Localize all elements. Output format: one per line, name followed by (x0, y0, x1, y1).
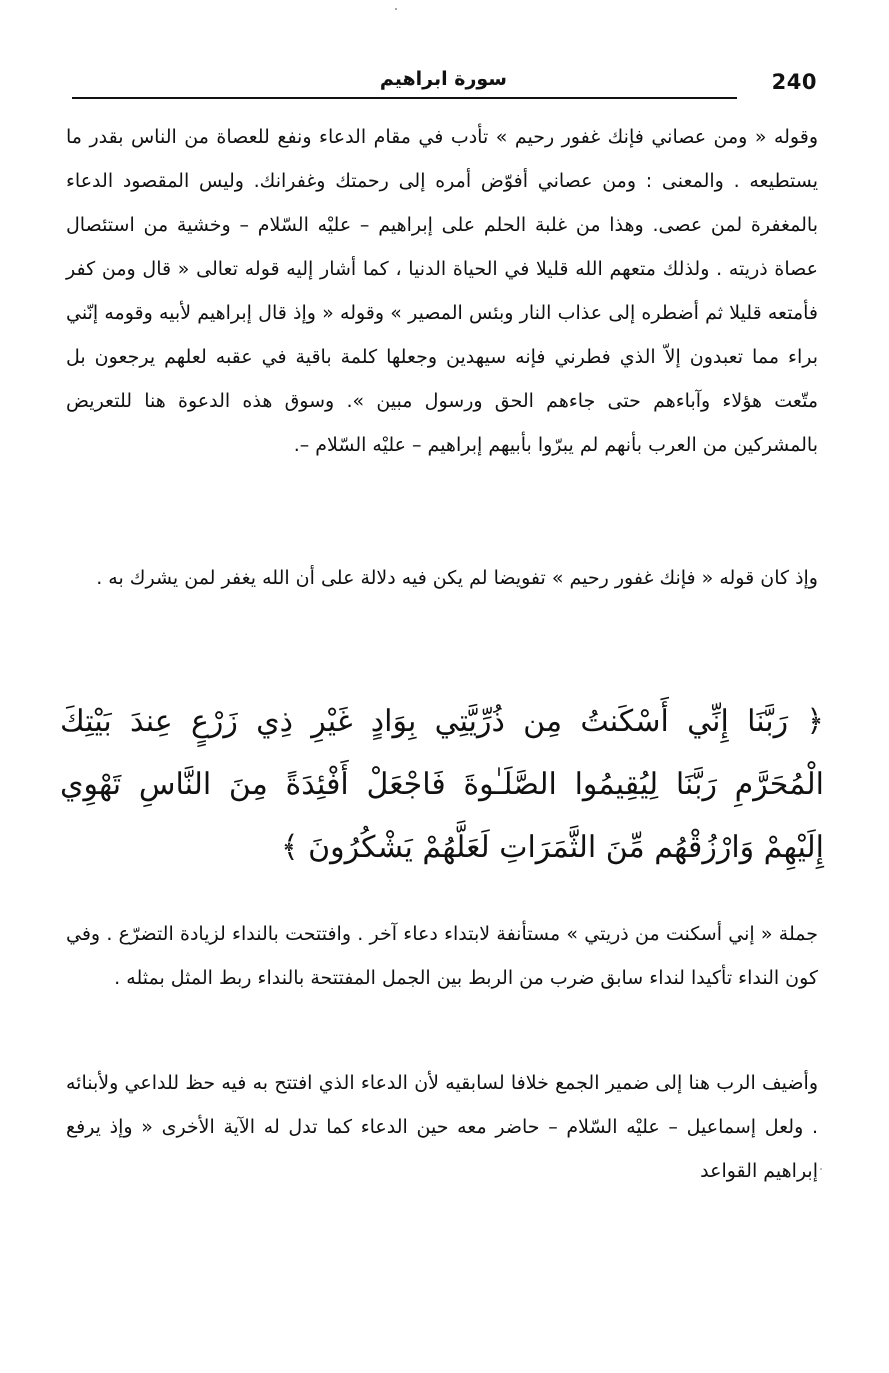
page-number: 240 (771, 70, 817, 94)
scan-speck (820, 1168, 822, 1170)
paragraph-commentary-3: جملة « إني أسكنت من ذريتي » مستأنفة لابتداء دعاء آخر . وافتتحت بالنداء لزيادة التضرّع . وفي كون النداء تأكيدا لنداء سابق ضرب من الربط بين الجمل المفتتحة بالنداء ربط المثل بمثله . (66, 923, 818, 989)
paragraph-commentary-1: وقوله « ومن عصاني فإنك غفور رحيم » تأدب في مقام الدعاء ونفع للعصاة من الناس بقدر ما يستطيعه . والمعنى : ومن عصاني أفوّض أمره إلى رحمتك وغفرانك. وليس المقصود الدعاء بالمغفرة لمن عصى. وهذا من غلبة الحلم على إبراهيم – عليْه السّلام – وخشية من استئصال عصاة ذريته . ولذلك متعهم الله قليلا في الحياة الدنيا ، كما أشار إليه قوله تعالى « قال ومن كفر فأمتعه قليلا ثم أضطره إلى عذاب النار وبئس المصير » وقوله « وإذ قال إبراهيم لأبيه وقومه إنّني براء مما تعبدون إلاّ الذي فطرني فإنه سيهدين وجعلها كلمة باقية في عقبه لعلهم يرجعون بل متّعت هؤلاء وآباءهم حتى جاءهم الحق ورسول مبين ». وسوق هذه الدعوة هنا للتعريض بالمشركين من العرب بأنهم لم يبرّوا بأبيهم إبراهيم – عليْه السّلام –. (66, 126, 818, 456)
quran-verse: ﴿ رَبَّنَا إِنِّي أَسْكَنتُ مِن ذُرِّيَّتِي بِوَادٍ غَيْرِ ذِي زَرْعٍ عِندَ بَيْتِكَ الْمُحَرَّمِ رَبَّنَا لِيُقِيمُوا الصَّلَـٰوةَ فَاجْعَلْ أَفْئِدَةً مِنَ النَّاسِ تَهْوِي إِلَيْهِمْ وَارْزُقْهُم مِّنَ الثَّمَرَاتِ لَعَلَّهُمْ يَشْكُرُونَ ﴾ (60, 704, 824, 865)
paragraph-commentary-2: وإذ كان قوله « فإنك غفور رحيم » تفويضا لم يكن فيه دلالة على أن الله يغفر لمن يشرك به . (96, 567, 818, 589)
page-header (72, 62, 817, 102)
header-rule-right (337, 97, 737, 99)
header-rule-left (72, 97, 372, 99)
scan-speck (395, 8, 397, 10)
surah-title: سورة ابراهيم (379, 68, 507, 90)
paragraph-commentary-4: وأضيف الرب هنا إلى ضمير الجمع خلافا لسابقيه لأن الدعاء الذي افتتح به فيه حظ للداعي ولأبنائه . ولعل إسماعيل – عليْه السّلام – حاضر معه حين الدعاء كما تدل له الآية الأخرى « وإذ يرفع إبراهيم القواعد (66, 1072, 818, 1182)
